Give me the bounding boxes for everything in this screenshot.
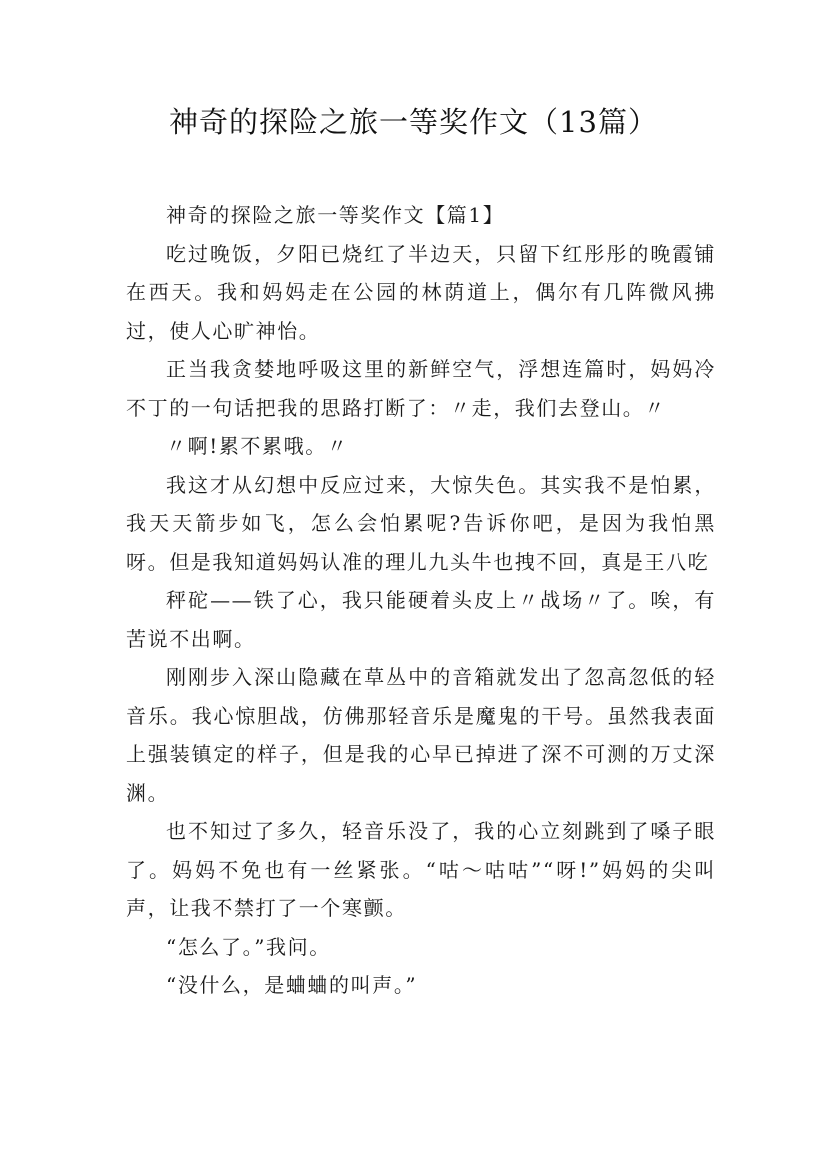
- paragraph: 也不知过了多久，轻音乐没了，我的心立刻跳到了嗓子眼了。妈妈不免也有一丝紧张。“咕～咕咕”“呀!”妈妈的尖叫声，让我不禁打了一个寒颤。: [126, 819, 716, 920]
- paragraph: 正当我贪婪地呼吸这里的新鲜空气，浮想连篇时，妈妈冷不丁的一句话把我的思路打断了：〃走，我们去登山。〃: [126, 357, 716, 420]
- paragraph: 刚刚步入深山隐藏在草丛中的音箱就发出了忽高忽低的轻音乐。我心惊胆战，仿佛那轻音乐是魔鬼的干号。虽然我表面上强装镇定的样子，但是我的心早已掉进了深不可测的万丈深渊。: [126, 665, 716, 805]
- document-body: [126, 196, 716, 1005]
- document-title: 神奇的探险之旅一等奖作文（13篇）: [169, 105, 658, 139]
- paragraph: 我这才从幻想中反应过来，大惊失色。其实我不是怕累，我天天箭步如飞，怎么会怕累呢?告诉你吧，是因为我怕黑呀。但是我知道妈妈认准的理儿九头牛也拽不回，真是王八吃: [126, 472, 716, 574]
- paragraph: 秤砣——铁了心，我只能硬着头皮上〃战场〃了。唉，有苦说不出啊。: [126, 588, 716, 651]
- paragraph: 〃啊!累不累哦。〃: [166, 434, 349, 458]
- paragraph: “怎么了。”我问。: [166, 934, 331, 959]
- paragraph: “没什么，是蛐蛐的叫声。”: [166, 973, 418, 997]
- paragraph: 吃过晚饭，夕阳已烧红了半边天，只留下红彤彤的晚霞铺在西天。我和妈妈走在公园的林荫道上，偶尔有几阵微风拂过，使人心旷神怡。: [126, 241, 716, 343]
- section-heading: 神奇的探险之旅一等奖作文【篇1】: [166, 203, 505, 227]
